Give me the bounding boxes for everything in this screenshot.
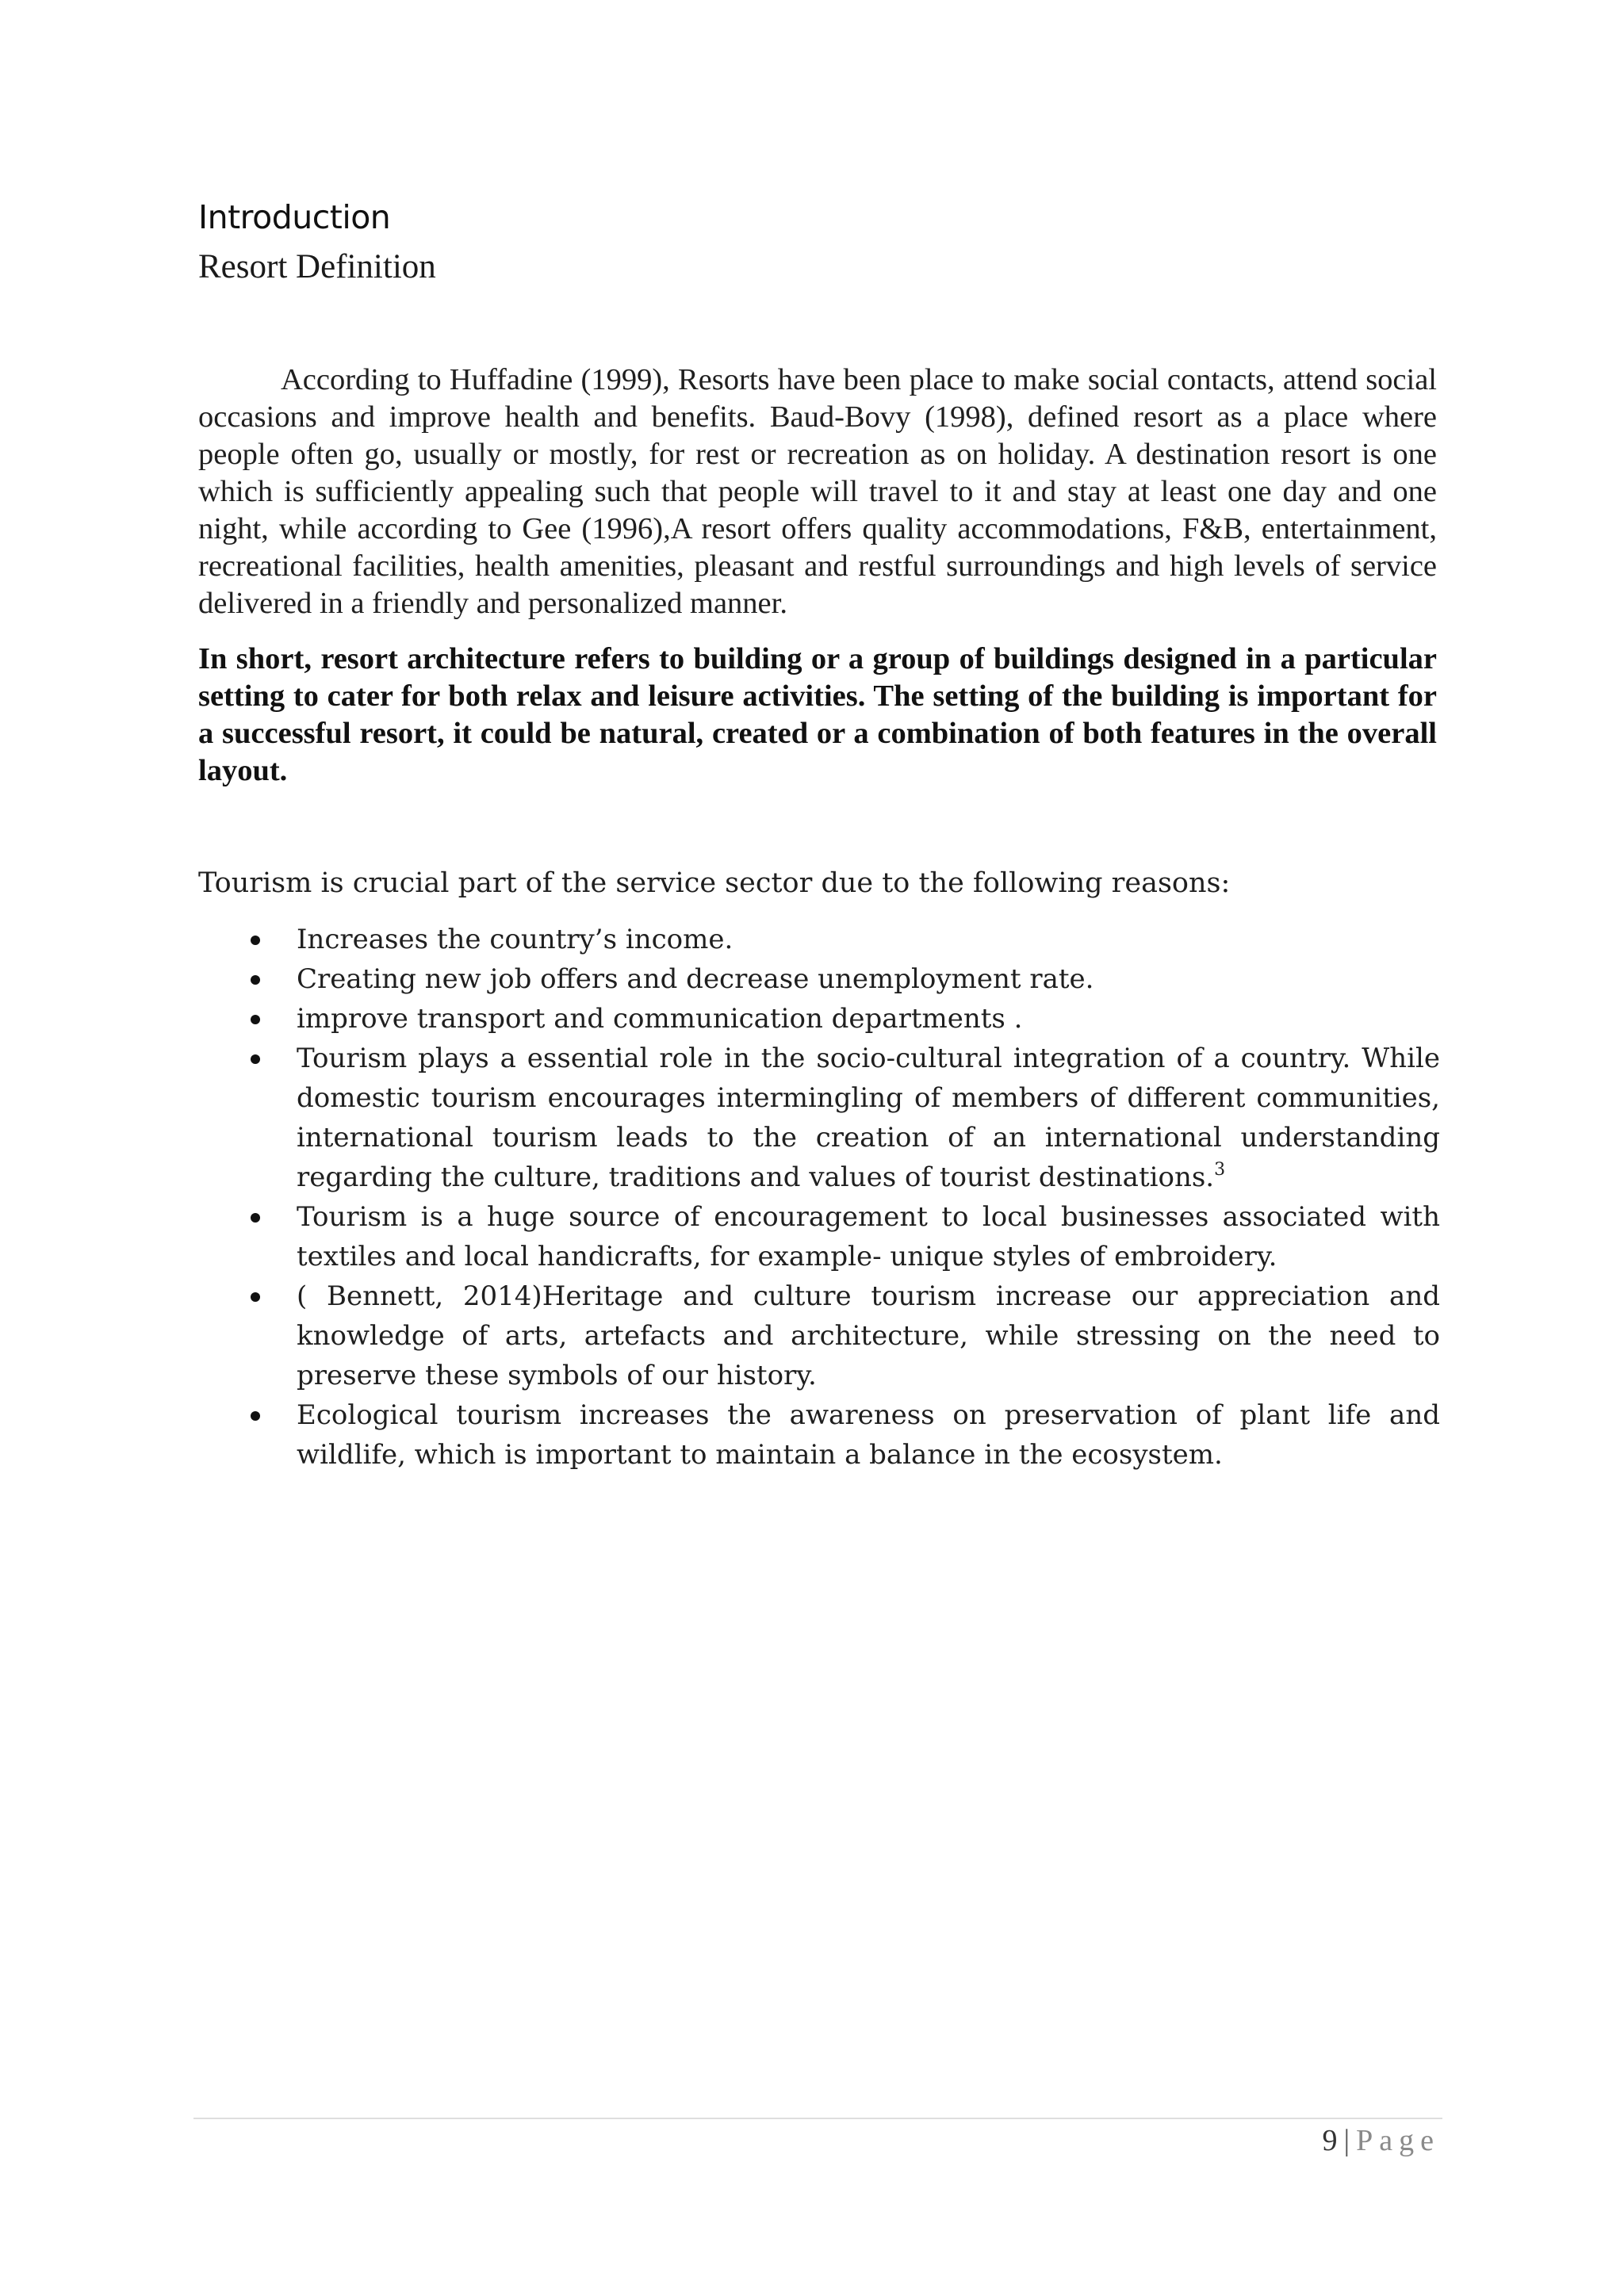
bullet-icon xyxy=(251,1015,260,1024)
page-label: Page xyxy=(1356,2124,1440,2157)
list-item-text: Tourism is a huge source of encouragement to local businesses associated with textiles and local handicrafts, for example- unique styles of embroidery. xyxy=(297,1201,1440,1272)
list-item-text: improve transport and communication departments . xyxy=(297,1003,1023,1035)
list-item-text: ( Bennett, 2014)Heritage and culture tourism increase our appreciation and knowledge of arts, artefacts and architecture, while stressing on the need to preserve these symbols of our history. xyxy=(297,1280,1440,1391)
list-item-text: Tourism plays a essential role in the socio-cultural integration of a country. While domestic tourism encourages intermingling of members of different communities, international tourism leads to the creation of an international understanding regarding the culture, traditions and values of tourist destinations. xyxy=(297,1043,1440,1193)
section-subheading: Resort Definition xyxy=(198,248,436,285)
bullet-icon xyxy=(251,975,260,985)
reasons-list xyxy=(198,920,1440,1475)
paragraph-summary-bold: In short, resort architecture refers to building or a group of buildings designed in a particular setting to cater for both relax and leisure activities. The setting of the building is important for a successful resort, it could be natural, created or a combination of both features in the overall layout. xyxy=(198,642,1437,787)
list-item xyxy=(198,999,1440,1039)
list-item xyxy=(198,1395,1440,1475)
footer-divider xyxy=(193,2118,1442,2119)
footnote-reference[interactable]: 3 xyxy=(1214,1160,1226,1180)
footer-separator: | xyxy=(1343,2124,1350,2157)
bullet-icon xyxy=(251,1054,260,1064)
section-heading: Introduction xyxy=(198,198,391,236)
list-item xyxy=(198,1276,1440,1395)
list-item xyxy=(198,1039,1440,1197)
bullet-icon xyxy=(251,1213,260,1223)
list-item xyxy=(198,959,1440,999)
bullet-icon xyxy=(251,1292,260,1302)
bullet-icon xyxy=(251,936,260,945)
list-item-text: Ecological tourism increases the awareness on preservation of plant life and wildlife, which is important to maintain a balance in the ecosystem. xyxy=(297,1399,1440,1471)
paragraph-resort-definition: According to Huffadine (1999), Resorts have been place to make social contacts, attend social occasions and improve health and benefits. Baud-Bovy (1998), defined resort as a place where people often go, usually or mostly, for rest or recreation as on holiday. A destination resort is one which is sufficiently appealing such that people will travel to it and stay at least one day and one night, while according to Gee (1996),A resort offers quality accommodations, F&B, entertainment, recreational facilities, health amenities, pleasant and restful surroundings and high levels of service delivered in a friendly and personalized manner. xyxy=(198,363,1437,620)
page-number: 9 xyxy=(1322,2124,1338,2157)
page-footer xyxy=(1323,2123,1440,2158)
list-item xyxy=(198,920,1440,959)
list-intro: Tourism is crucial part of the service sector due to the following reasons: xyxy=(198,867,1231,899)
list-item-text: Creating new job offers and decrease unemployment rate. xyxy=(297,963,1094,995)
list-item-text: Increases the country’s income. xyxy=(297,924,733,955)
list-item xyxy=(198,1197,1440,1276)
bullet-icon xyxy=(251,1411,260,1421)
